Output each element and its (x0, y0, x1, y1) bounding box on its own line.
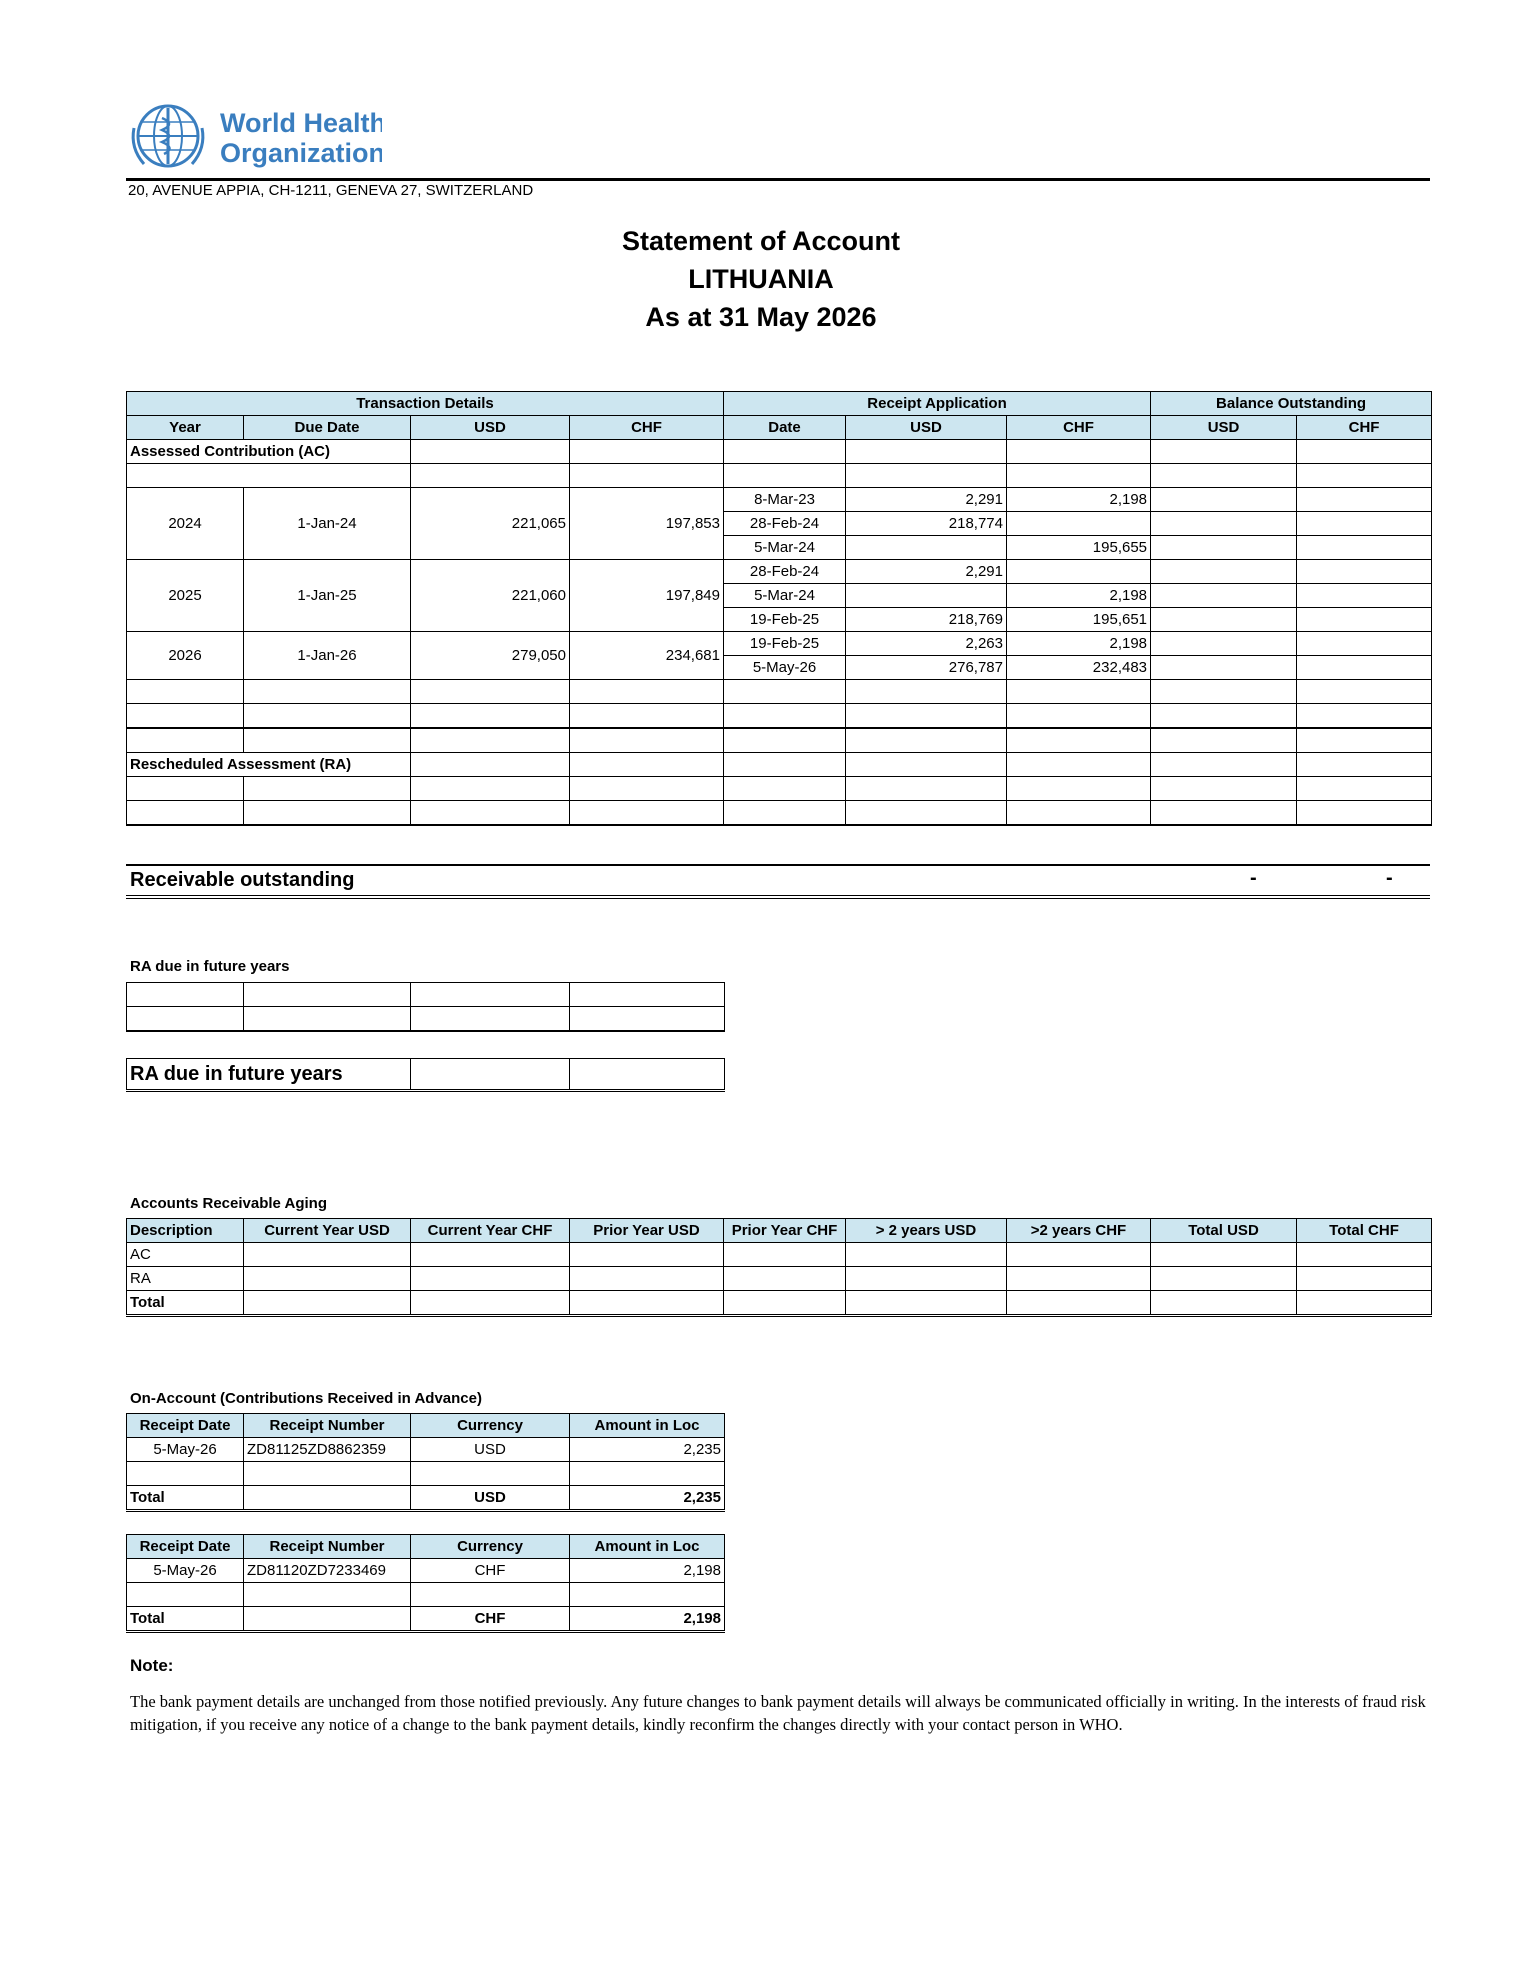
oa-date: 5-May-26 (127, 1438, 244, 1462)
receipt-date: 5-Mar-24 (724, 584, 846, 608)
oa-header: Receipt Number (244, 1535, 411, 1559)
oa-header: Amount in Loc (570, 1535, 725, 1559)
table-row (127, 488, 1432, 512)
aging-header: Current Year USD (244, 1219, 411, 1243)
col-header: USD (411, 416, 570, 440)
receipt-date: 5-May-26 (724, 656, 846, 680)
col-header: Due Date (244, 416, 411, 440)
col-header: USD (1151, 416, 1297, 440)
page-title: Statement of Account (621, 226, 900, 256)
year-cell: 2025 (127, 560, 244, 632)
statement-table (126, 391, 1432, 826)
receipt-usd: 276,787 (846, 656, 1007, 680)
receipt-chf: 195,651 (1007, 608, 1151, 632)
table-row (127, 1559, 725, 1583)
table-row (127, 1243, 1432, 1267)
oa-number: ZD81125ZD8862359 (244, 1438, 411, 1462)
as-at-date: As at 31 May 2026 (645, 302, 877, 332)
note-heading: Note: (130, 1656, 174, 1675)
receipt-chf: 2,198 (1007, 488, 1151, 512)
oa-currency: USD (411, 1438, 570, 1462)
group-header-balance: Balance Outstanding (1151, 392, 1432, 416)
ra-future-table (126, 982, 725, 1032)
oa-total-currency: USD (411, 1486, 570, 1511)
table-row (127, 632, 1432, 656)
aging-row-label: AC (127, 1243, 244, 1267)
oa-header: Currency (411, 1535, 570, 1559)
receipt-chf (1007, 512, 1151, 536)
oa-header: Receipt Number (244, 1414, 411, 1438)
receipt-usd: 218,769 (846, 608, 1007, 632)
col-header: Date (724, 416, 846, 440)
ra-future-total-label: RA due in future years (127, 1059, 411, 1091)
ra-section-label: Rescheduled Assessment (RA) (127, 753, 411, 777)
receivable-usd: - (1250, 867, 1257, 889)
aging-header: > 2 years USD (846, 1219, 1007, 1243)
aging-header: Description (127, 1219, 244, 1243)
receipt-usd: 218,774 (846, 512, 1007, 536)
receivable-chf: - (1386, 867, 1393, 889)
receipt-usd: 2,263 (846, 632, 1007, 656)
aging-row-label: Total (127, 1291, 244, 1316)
note-text: The bank payment details are unchanged from those notified previously. Any future changes to bank payment details will always be communicated officially in writing. In the interests of fraud risk mitigation, if you receive any notice of a change to the bank payment details, kindly reconfirm the changes directly with your contact person in WHO. (130, 1692, 1426, 1734)
who-emblem-icon (126, 98, 382, 174)
svg-text:Organization: Organization (220, 138, 382, 168)
oa-header: Currency (411, 1414, 570, 1438)
chf-cell: 197,849 (570, 560, 724, 632)
oa-date: 5-May-26 (127, 1559, 244, 1583)
col-header: CHF (570, 416, 724, 440)
due-date-cell: 1-Jan-26 (244, 632, 411, 680)
receipt-date: 19-Feb-25 (724, 632, 846, 656)
oa-total-label: Total (127, 1607, 244, 1632)
ac-section-label: Assessed Contribution (AC) (127, 440, 411, 464)
oa-total-amount: 2,198 (570, 1607, 725, 1632)
org-address: 20, AVENUE APPIA, CH-1211, GENEVA 27, SWITZERLAND (128, 182, 534, 199)
oa-header: Amount in Loc (570, 1414, 725, 1438)
group-header-transaction: Transaction Details (127, 392, 724, 416)
receipt-date: 28-Feb-24 (724, 512, 846, 536)
aging-header: >2 years CHF (1007, 1219, 1151, 1243)
oa-amount: 2,198 (570, 1559, 725, 1583)
col-header: USD (846, 416, 1007, 440)
receipt-chf: 195,655 (1007, 536, 1151, 560)
due-date-cell: 1-Jan-25 (244, 560, 411, 632)
receipt-date: 19-Feb-25 (724, 608, 846, 632)
ra-future-label: RA due in future years (130, 958, 290, 975)
on-account-table-usd (126, 1413, 725, 1512)
aging-title: Accounts Receivable Aging (130, 1195, 327, 1212)
oa-header: Receipt Date (127, 1535, 244, 1559)
chf-cell: 197,853 (570, 488, 724, 560)
oa-number: ZD81120ZD7233469 (244, 1559, 411, 1583)
col-header: CHF (1297, 416, 1432, 440)
due-date-cell: 1-Jan-24 (244, 488, 411, 560)
receivable-label: Receivable outstanding (130, 869, 355, 891)
aging-row-label: RA (127, 1267, 244, 1291)
oa-currency: CHF (411, 1559, 570, 1583)
header-rule (126, 178, 1430, 181)
col-header: Year (127, 416, 244, 440)
receipt-chf (1007, 560, 1151, 584)
aging-header: Current Year CHF (411, 1219, 570, 1243)
receipt-usd: 2,291 (846, 488, 1007, 512)
aging-table (126, 1218, 1432, 1317)
group-header-receipt: Receipt Application (724, 392, 1151, 416)
who-logo (126, 98, 382, 174)
country-name: LITHUANIA (688, 264, 834, 294)
oa-total-amount: 2,235 (570, 1486, 725, 1511)
chf-cell: 234,681 (570, 632, 724, 680)
usd-cell: 221,060 (411, 560, 570, 632)
usd-cell: 279,050 (411, 632, 570, 680)
table-row (127, 560, 1432, 584)
on-account-title: On-Account (Contributions Received in Advance) (130, 1390, 482, 1407)
receipt-usd: 2,291 (846, 560, 1007, 584)
aging-header: Prior Year USD (570, 1219, 724, 1243)
receivable-bottom-rule (126, 895, 1430, 899)
svg-text:World Health: World Health (220, 108, 382, 138)
oa-total-currency: CHF (411, 1607, 570, 1632)
table-row (127, 1291, 1432, 1316)
receipt-date: 8-Mar-23 (724, 488, 846, 512)
receipt-usd (846, 536, 1007, 560)
on-account-table-chf (126, 1534, 725, 1633)
aging-header: Prior Year CHF (724, 1219, 846, 1243)
oa-header: Receipt Date (127, 1414, 244, 1438)
receivable-top-rule (126, 864, 1430, 866)
receipt-date: 5-Mar-24 (724, 536, 846, 560)
table-row (127, 1267, 1432, 1291)
aging-header: Total USD (1151, 1219, 1297, 1243)
receipt-chf: 2,198 (1007, 632, 1151, 656)
table-row (127, 1438, 725, 1462)
receipt-chf: 2,198 (1007, 584, 1151, 608)
year-cell: 2024 (127, 488, 244, 560)
ra-future-total-table (126, 1058, 725, 1092)
aging-header: Total CHF (1297, 1219, 1432, 1243)
receipt-chf: 232,483 (1007, 656, 1151, 680)
receipt-usd (846, 584, 1007, 608)
receipt-date: 28-Feb-24 (724, 560, 846, 584)
usd-cell: 221,065 (411, 488, 570, 560)
table-row (127, 1607, 725, 1632)
year-cell: 2026 (127, 632, 244, 680)
oa-amount: 2,235 (570, 1438, 725, 1462)
oa-total-label: Total (127, 1486, 244, 1511)
col-header: CHF (1007, 416, 1151, 440)
table-row (127, 1486, 725, 1511)
